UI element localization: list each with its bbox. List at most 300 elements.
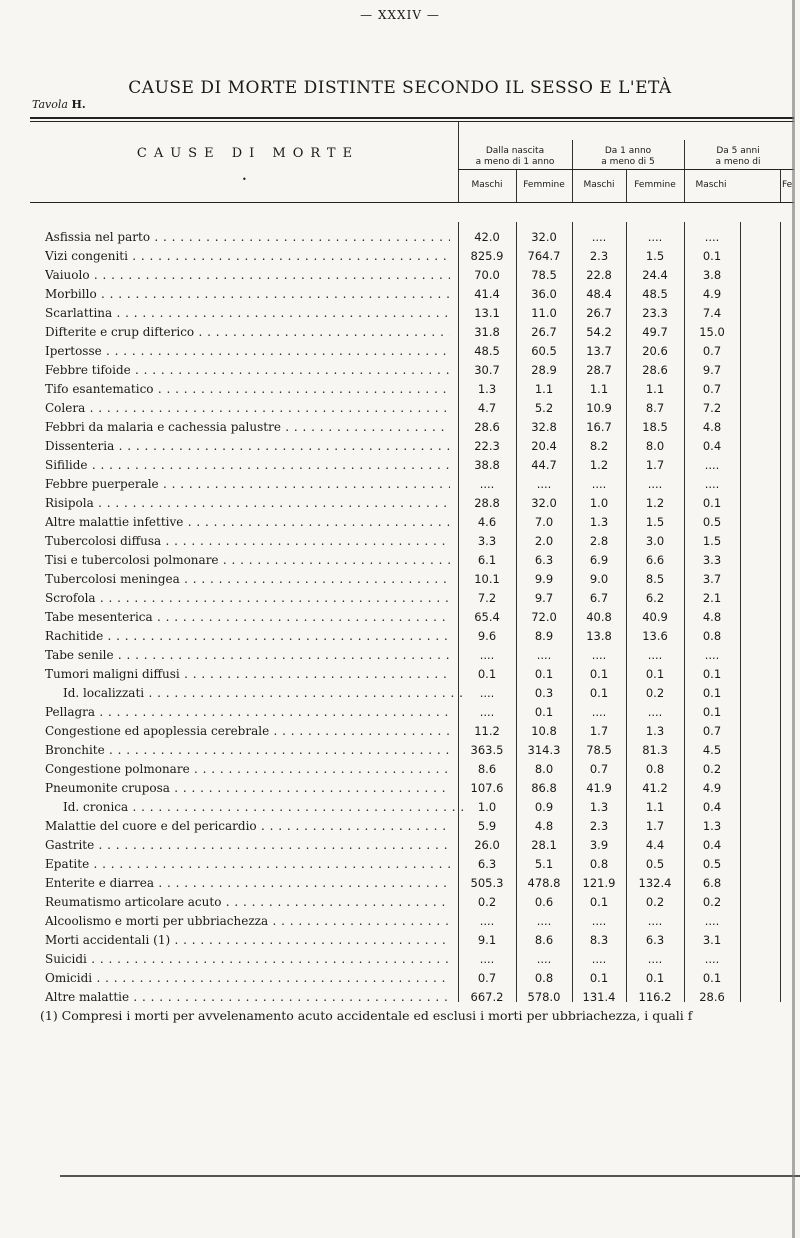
value-cell: 825.9 bbox=[470, 249, 504, 263]
value-cell: .... bbox=[479, 952, 495, 966]
cause-label: Ipertosse . . . bbox=[45, 342, 450, 361]
value-cell: 13.7 bbox=[586, 344, 612, 358]
cause-label: Suicidi . . . bbox=[45, 950, 450, 969]
table-row bbox=[45, 228, 800, 247]
tavola-word: Tavola bbox=[32, 98, 68, 111]
value-cell: 0.7 bbox=[702, 724, 722, 738]
value-cell: 78.5 bbox=[531, 268, 557, 282]
value-cell: 28.6 bbox=[699, 990, 725, 1004]
table-row bbox=[45, 513, 800, 532]
value-cell: 0.1 bbox=[534, 667, 554, 681]
value-cell: 26.7 bbox=[531, 325, 557, 339]
value-cell: 28.6 bbox=[642, 363, 668, 377]
value-cell: 4.8 bbox=[534, 819, 554, 833]
value-cell: 0.1 bbox=[702, 249, 722, 263]
table-row bbox=[45, 285, 800, 304]
header-divider bbox=[684, 140, 685, 202]
value-cell: 28.1 bbox=[531, 838, 557, 852]
table-row bbox=[45, 266, 800, 285]
value-cell: 36.0 bbox=[531, 287, 557, 301]
value-cell: 0.9 bbox=[534, 800, 554, 814]
value-cell: 20.6 bbox=[642, 344, 668, 358]
value-cell: 0.4 bbox=[702, 838, 722, 852]
sex-header: Maschi bbox=[471, 180, 503, 190]
table-row bbox=[45, 475, 800, 494]
value-cell: 8.6 bbox=[477, 762, 497, 776]
value-cell: 65.4 bbox=[474, 610, 500, 624]
sex-header: Fe bbox=[782, 180, 793, 190]
value-cell: 48.4 bbox=[586, 287, 612, 301]
value-cell: .... bbox=[536, 952, 552, 966]
value-cell: 48.5 bbox=[642, 287, 668, 301]
value-cell: 1.7 bbox=[645, 819, 665, 833]
value-cell: 1.5 bbox=[702, 534, 722, 548]
value-cell: 0.8 bbox=[645, 762, 665, 776]
value-cell: 1.5 bbox=[645, 515, 665, 529]
value-cell: 0.1 bbox=[702, 667, 722, 681]
cause-label: Sifilide . . . bbox=[45, 456, 450, 475]
table-row bbox=[45, 931, 800, 950]
table-row bbox=[45, 741, 800, 760]
value-cell: 8.5 bbox=[645, 572, 665, 586]
table-row bbox=[45, 760, 800, 779]
age-group-header bbox=[460, 146, 570, 168]
value-cell: 24.4 bbox=[642, 268, 668, 282]
value-cell: 131.4 bbox=[582, 990, 616, 1004]
value-cell: 116.2 bbox=[638, 990, 672, 1004]
tavola-label bbox=[32, 98, 86, 111]
value-cell: 107.6 bbox=[470, 781, 504, 795]
table-top-rule bbox=[30, 117, 794, 119]
value-cell: .... bbox=[704, 914, 720, 928]
value-cell: .... bbox=[647, 230, 663, 244]
table-row bbox=[45, 874, 800, 893]
table-row bbox=[45, 627, 800, 646]
value-cell: 6.3 bbox=[645, 933, 665, 947]
bottom-rule bbox=[60, 1175, 800, 1177]
table-row bbox=[45, 570, 800, 589]
value-cell: 4.9 bbox=[702, 287, 722, 301]
value-cell: 0.7 bbox=[589, 762, 609, 776]
cause-label: Difterite e crup difterico . . . bbox=[45, 323, 450, 342]
value-cell: 0.1 bbox=[702, 496, 722, 510]
value-cell: 0.8 bbox=[534, 971, 554, 985]
table-row bbox=[45, 494, 800, 513]
value-cell: 0.1 bbox=[645, 667, 665, 681]
value-cell: 6.3 bbox=[477, 857, 497, 871]
value-cell: 6.2 bbox=[645, 591, 665, 605]
value-cell: 13.6 bbox=[642, 629, 668, 643]
value-cell: 0.1 bbox=[645, 971, 665, 985]
value-cell: 1.5 bbox=[645, 249, 665, 263]
value-cell: 20.4 bbox=[531, 439, 557, 453]
value-cell: .... bbox=[591, 477, 607, 491]
cause-label: Enterite e diarrea . . . bbox=[45, 874, 450, 893]
causes-header: CAUSE DI MORTE bbox=[136, 146, 360, 161]
value-cell: 132.4 bbox=[638, 876, 672, 890]
table-row bbox=[45, 817, 800, 836]
value-cell: 1.3 bbox=[477, 382, 497, 396]
value-cell: 363.5 bbox=[470, 743, 504, 757]
value-cell: 0.8 bbox=[589, 857, 609, 871]
value-cell: 48.5 bbox=[474, 344, 500, 358]
value-cell: 6.7 bbox=[589, 591, 609, 605]
value-cell: 1.0 bbox=[477, 800, 497, 814]
value-cell: 1.7 bbox=[645, 458, 665, 472]
value-cell: 667.2 bbox=[470, 990, 504, 1004]
cause-label: Pneumonite cruposa . . . bbox=[45, 779, 450, 798]
cause-label: Colera . . . bbox=[45, 399, 450, 418]
value-cell: 0.2 bbox=[702, 762, 722, 776]
value-cell: 72.0 bbox=[531, 610, 557, 624]
sex-header: Maschi bbox=[583, 180, 615, 190]
age-group-line1: Dalla nascita bbox=[485, 146, 545, 156]
value-cell: 5.2 bbox=[534, 401, 554, 415]
value-cell: 0.7 bbox=[702, 344, 722, 358]
value-cell: 78.5 bbox=[586, 743, 612, 757]
value-cell: 2.1 bbox=[702, 591, 722, 605]
age-group-line2: a meno di 1 anno bbox=[475, 157, 555, 167]
value-cell: 7.4 bbox=[702, 306, 722, 320]
value-cell: 8.6 bbox=[534, 933, 554, 947]
cause-label: Vaiuolo . . . bbox=[45, 266, 450, 285]
value-cell: 0.2 bbox=[645, 686, 665, 700]
cause-label: Altre malattie infettive . . . bbox=[45, 513, 450, 532]
value-cell: 4.9 bbox=[702, 781, 722, 795]
value-cell: 11.0 bbox=[531, 306, 557, 320]
cause-label: Febbre tifoide . . . bbox=[45, 361, 450, 380]
table-row bbox=[45, 722, 800, 741]
value-cell: 4.8 bbox=[702, 420, 722, 434]
table-row bbox=[45, 646, 800, 665]
cause-label: Tabe senile . . . bbox=[45, 646, 450, 665]
value-cell: 0.1 bbox=[589, 895, 609, 909]
value-cell: 0.1 bbox=[702, 971, 722, 985]
value-cell: 9.0 bbox=[589, 572, 609, 586]
value-cell: 23.3 bbox=[642, 306, 668, 320]
table-row bbox=[45, 855, 800, 874]
value-cell: .... bbox=[479, 648, 495, 662]
value-cell: 0.4 bbox=[702, 800, 722, 814]
table-row bbox=[45, 912, 800, 931]
value-cell: .... bbox=[704, 458, 720, 472]
value-cell: 7.2 bbox=[702, 401, 722, 415]
value-cell: 8.9 bbox=[534, 629, 554, 643]
table-row bbox=[45, 247, 800, 266]
value-cell: 2.0 bbox=[534, 534, 554, 548]
cause-label: Vizi congeniti . . . bbox=[45, 247, 450, 266]
value-cell: 16.7 bbox=[586, 420, 612, 434]
value-cell: 3.3 bbox=[702, 553, 722, 567]
value-cell: .... bbox=[704, 230, 720, 244]
value-cell: 9.1 bbox=[477, 933, 497, 947]
cause-label: Risipola . . . bbox=[45, 494, 450, 513]
table-row bbox=[45, 836, 800, 855]
value-cell: .... bbox=[591, 952, 607, 966]
value-cell: .... bbox=[591, 705, 607, 719]
table-row bbox=[45, 342, 800, 361]
value-cell: .... bbox=[647, 648, 663, 662]
value-cell: 4.7 bbox=[477, 401, 497, 415]
value-cell: 13.8 bbox=[586, 629, 612, 643]
tavola-number: H. bbox=[71, 98, 86, 111]
value-cell: 0.1 bbox=[477, 667, 497, 681]
cause-label: Tubercolosi diffusa . . . bbox=[45, 532, 450, 551]
sex-header: Femmine bbox=[523, 180, 565, 190]
group-line bbox=[458, 169, 794, 170]
cause-label: Tifo esantematico . . . bbox=[45, 380, 450, 399]
value-cell: .... bbox=[536, 914, 552, 928]
value-cell: 10.1 bbox=[474, 572, 500, 586]
value-cell: 7.2 bbox=[477, 591, 497, 605]
value-cell: 0.7 bbox=[477, 971, 497, 985]
cause-label: Alcoolismo e morti per ubbriachezza . . . bbox=[45, 912, 450, 931]
value-cell: 0.5 bbox=[645, 857, 665, 871]
value-cell: 3.1 bbox=[702, 933, 722, 947]
value-cell: 10.9 bbox=[586, 401, 612, 415]
value-cell: 0.5 bbox=[702, 515, 722, 529]
value-cell: .... bbox=[591, 648, 607, 662]
value-cell: 22.8 bbox=[586, 268, 612, 282]
page-title: CAUSE DI MORTE DISTINTE SECONDO IL SESSO E L'ETÀ bbox=[128, 78, 672, 98]
value-cell: 13.1 bbox=[474, 306, 500, 320]
table-row bbox=[45, 418, 800, 437]
page-edge bbox=[792, 0, 795, 1238]
value-cell: 28.8 bbox=[474, 496, 500, 510]
value-cell: 0.4 bbox=[702, 439, 722, 453]
value-cell: 1.3 bbox=[645, 724, 665, 738]
value-cell: 26.7 bbox=[586, 306, 612, 320]
value-cell: 1.2 bbox=[645, 496, 665, 510]
value-cell: .... bbox=[536, 648, 552, 662]
cause-label: Id. cronica . . . bbox=[45, 798, 468, 817]
table-top-rule-thin bbox=[30, 121, 794, 122]
value-cell: 5.9 bbox=[477, 819, 497, 833]
value-cell: 1.1 bbox=[645, 382, 665, 396]
cause-label: Tisi e tubercolosi polmonare . . . bbox=[45, 551, 450, 570]
value-cell: 1.1 bbox=[534, 382, 554, 396]
value-cell: 8.0 bbox=[534, 762, 554, 776]
value-cell: 41.4 bbox=[474, 287, 500, 301]
value-cell: 0.8 bbox=[702, 629, 722, 643]
value-cell: 42.0 bbox=[474, 230, 500, 244]
header-divider bbox=[572, 140, 573, 202]
table-row bbox=[45, 988, 800, 1007]
value-cell: .... bbox=[704, 648, 720, 662]
value-cell: 81.3 bbox=[642, 743, 668, 757]
table-row bbox=[45, 323, 800, 342]
value-cell: 0.1 bbox=[589, 667, 609, 681]
cause-label: Gastrite . . . bbox=[45, 836, 450, 855]
table-row bbox=[45, 684, 800, 703]
cause-label: Rachitide . . . bbox=[45, 627, 450, 646]
cause-label: Congestione ed apoplessia cerebrale . . . bbox=[45, 722, 450, 741]
cause-label: Omicidi . . . bbox=[45, 969, 450, 988]
cause-label: Tumori maligni diffusi . . . bbox=[45, 665, 450, 684]
value-cell: 0.1 bbox=[534, 705, 554, 719]
table-row bbox=[45, 361, 800, 380]
table-row bbox=[45, 437, 800, 456]
table-row bbox=[45, 456, 800, 475]
sex-header: Femmine bbox=[634, 180, 676, 190]
value-cell: 41.9 bbox=[586, 781, 612, 795]
value-cell: 478.8 bbox=[527, 876, 561, 890]
value-cell: 40.8 bbox=[586, 610, 612, 624]
page-header: — XXXIV — bbox=[360, 8, 440, 22]
cause-label: Morti accidentali (1) . . . bbox=[45, 931, 450, 950]
table-row bbox=[45, 399, 800, 418]
header-divider bbox=[458, 122, 459, 202]
cause-label: Morbillo . . . bbox=[45, 285, 450, 304]
value-cell: 38.8 bbox=[474, 458, 500, 472]
value-cell: 28.6 bbox=[474, 420, 500, 434]
value-cell: .... bbox=[479, 914, 495, 928]
value-cell: .... bbox=[479, 686, 495, 700]
value-cell: 32.0 bbox=[531, 496, 557, 510]
value-cell: 0.1 bbox=[589, 686, 609, 700]
cause-label: Epatite . . . bbox=[45, 855, 450, 874]
value-cell: 31.8 bbox=[474, 325, 500, 339]
table-row bbox=[45, 665, 800, 684]
value-cell: 3.8 bbox=[702, 268, 722, 282]
value-cell: .... bbox=[647, 477, 663, 491]
table-row bbox=[45, 608, 800, 627]
value-cell: 28.9 bbox=[531, 363, 557, 377]
table-row bbox=[45, 551, 800, 570]
cause-label: Tubercolosi meningea . . . bbox=[45, 570, 450, 589]
value-cell: 1.7 bbox=[589, 724, 609, 738]
value-cell: 28.7 bbox=[586, 363, 612, 377]
cause-label: Scrofola . . . bbox=[45, 589, 450, 608]
value-cell: 0.2 bbox=[702, 895, 722, 909]
cause-label: Pellagra . . . bbox=[45, 703, 450, 722]
cause-label: Febbri da malaria e cachessia palustre . . . bbox=[45, 418, 450, 437]
cause-label: Malattie del cuore e del pericardio . . . bbox=[45, 817, 450, 836]
value-cell: 49.7 bbox=[642, 325, 668, 339]
table-row bbox=[45, 380, 800, 399]
value-cell: 3.0 bbox=[645, 534, 665, 548]
value-cell: 8.3 bbox=[589, 933, 609, 947]
value-cell: 9.6 bbox=[477, 629, 497, 643]
value-cell: 32.0 bbox=[531, 230, 557, 244]
value-cell: 32.8 bbox=[531, 420, 557, 434]
value-cell: 8.7 bbox=[645, 401, 665, 415]
value-cell: 505.3 bbox=[470, 876, 504, 890]
cause-label: Asfissia nel parto . . . bbox=[45, 228, 450, 247]
value-cell: 11.2 bbox=[474, 724, 500, 738]
value-cell: 1.2 bbox=[589, 458, 609, 472]
value-cell: 1.1 bbox=[589, 382, 609, 396]
table-row bbox=[45, 703, 800, 722]
value-cell: .... bbox=[591, 230, 607, 244]
value-cell: 10.8 bbox=[531, 724, 557, 738]
value-cell: .... bbox=[704, 952, 720, 966]
value-cell: 7.0 bbox=[534, 515, 554, 529]
sex-header: Maschi bbox=[695, 180, 727, 190]
value-cell: .... bbox=[704, 477, 720, 491]
table-row bbox=[45, 950, 800, 969]
value-cell: 8.0 bbox=[645, 439, 665, 453]
value-cell: 60.5 bbox=[531, 344, 557, 358]
header-divider bbox=[780, 170, 781, 202]
cause-label: Bronchite . . . bbox=[45, 741, 450, 760]
value-cell: 3.3 bbox=[477, 534, 497, 548]
cause-label: Dissenteria . . . bbox=[45, 437, 450, 456]
value-cell: 4.8 bbox=[702, 610, 722, 624]
value-cell: .... bbox=[647, 914, 663, 928]
value-cell: 0.2 bbox=[477, 895, 497, 909]
table-row bbox=[45, 893, 800, 912]
table-row bbox=[45, 779, 800, 798]
age-group-line1: Da 5 anni bbox=[716, 146, 760, 156]
value-cell: 41.2 bbox=[642, 781, 668, 795]
value-cell: 26.0 bbox=[474, 838, 500, 852]
value-cell: 86.8 bbox=[531, 781, 557, 795]
value-cell: 314.3 bbox=[527, 743, 561, 757]
value-cell: 2.8 bbox=[589, 534, 609, 548]
value-cell: 0.1 bbox=[589, 971, 609, 985]
cause-label: Altre malattie . . . bbox=[45, 988, 450, 1007]
value-cell: 6.3 bbox=[534, 553, 554, 567]
value-cell: 3.7 bbox=[702, 572, 722, 586]
cause-label: Congestione polmonare . . . bbox=[45, 760, 450, 779]
cause-label: Reumatismo articolare acuto . . . bbox=[45, 893, 450, 912]
header-bottom-rule bbox=[30, 202, 794, 203]
value-cell: 9.9 bbox=[534, 572, 554, 586]
value-cell: 5.1 bbox=[534, 857, 554, 871]
value-cell: .... bbox=[647, 705, 663, 719]
value-cell: 2.3 bbox=[589, 819, 609, 833]
table-row bbox=[45, 798, 800, 817]
value-cell: 0.1 bbox=[702, 686, 722, 700]
table-row bbox=[45, 589, 800, 608]
value-cell: 70.0 bbox=[474, 268, 500, 282]
age-group-header bbox=[574, 146, 682, 168]
value-cell: 0.6 bbox=[534, 895, 554, 909]
value-cell: 30.7 bbox=[474, 363, 500, 377]
value-cell: 6.8 bbox=[702, 876, 722, 890]
value-cell: 1.3 bbox=[702, 819, 722, 833]
value-cell: 1.0 bbox=[589, 496, 609, 510]
cause-label: Scarlattina . . . bbox=[45, 304, 450, 323]
value-cell: 4.5 bbox=[702, 743, 722, 757]
table-row bbox=[45, 532, 800, 551]
value-cell: 0.1 bbox=[702, 705, 722, 719]
age-group-line2: a meno di bbox=[715, 157, 761, 167]
value-cell: .... bbox=[479, 705, 495, 719]
value-cell: 0.3 bbox=[534, 686, 554, 700]
value-cell: 1.1 bbox=[645, 800, 665, 814]
table-row bbox=[45, 304, 800, 323]
cause-label: Febbre puerperale . . . bbox=[45, 475, 450, 494]
value-cell: 4.4 bbox=[645, 838, 665, 852]
value-cell: 6.6 bbox=[645, 553, 665, 567]
age-group-header bbox=[686, 146, 790, 168]
value-cell: .... bbox=[536, 477, 552, 491]
value-cell: 764.7 bbox=[527, 249, 561, 263]
value-cell: 2.3 bbox=[589, 249, 609, 263]
age-group-line1: Da 1 anno bbox=[604, 146, 652, 156]
value-cell: 15.0 bbox=[699, 325, 725, 339]
value-cell: 121.9 bbox=[582, 876, 616, 890]
value-cell: 4.6 bbox=[477, 515, 497, 529]
value-cell: 1.3 bbox=[589, 515, 609, 529]
cause-label: Tabe mesenterica . . . bbox=[45, 608, 450, 627]
value-cell: 40.9 bbox=[642, 610, 668, 624]
value-cell: 578.0 bbox=[527, 990, 561, 1004]
value-cell: 0.2 bbox=[645, 895, 665, 909]
value-cell: 9.7 bbox=[702, 363, 722, 377]
